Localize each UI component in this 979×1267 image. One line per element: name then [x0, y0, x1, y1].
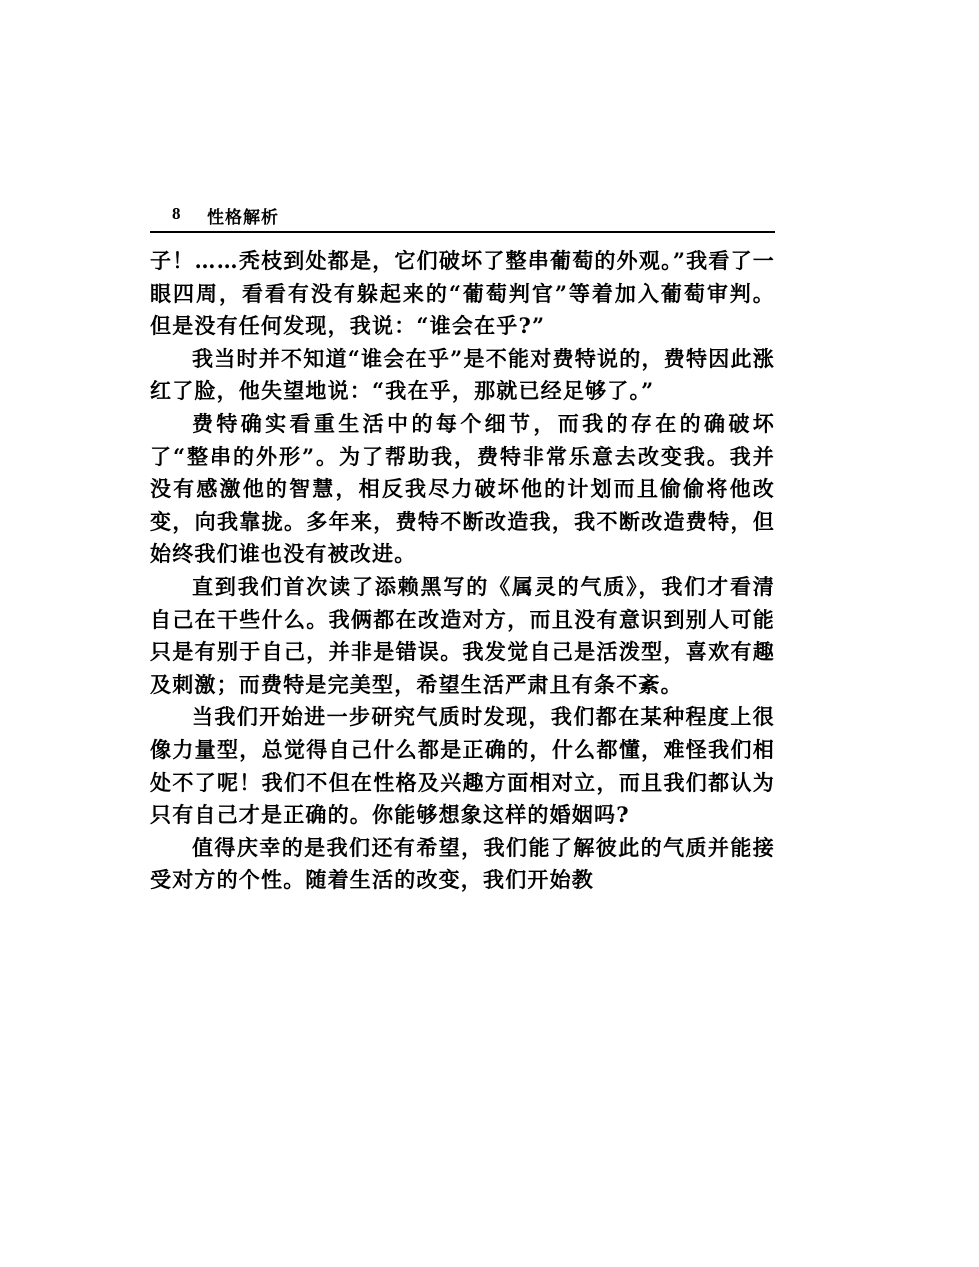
paragraph: 费特确实看重生活中的每个细节，而我的存在的确破坏了“整串的外形”。为了帮助我，费特非常乐意去改变我。我并没有感激他的智慧，相反我尽力破坏他的计划而且偷偷将他改变，向我靠拢。多年来，费特不断改造我，我不断改造费特，但始终我们谁也没有被改进。 [150, 410, 775, 567]
paragraph: 值得庆幸的是我们还有希望，我们能了解彼此的气质并能接受对方的个性。随着生活的改变，我们开始教 [150, 834, 775, 893]
paragraph: 当我们开始进一步研究气质时发现，我们都在某种程度上很像力量型，总觉得自己什么都是正确的，什么都懂，难怪我们相处不了呢！我们不但在性格及兴趣方面相对立，而且我们都认为只有自己才是正确的。你能够想象这样的婚姻吗? [150, 704, 775, 828]
paragraph: 直到我们首次读了添赖黑写的《属灵的气质》，我们才看清自己在干些什么。我俩都在改造对方，而且没有意识到别人可能只是有别于自己，并非是错误。我发觉自己是活泼型，喜欢有趣及刺激；而费特是完美型，希望生活严肃且有条不紊。 [150, 573, 775, 697]
page-header [150, 199, 775, 233]
running-title: 性格解析 [207, 208, 279, 228]
page-number: 8 [172, 204, 181, 223]
paragraph: 我当时并不知道“谁会在乎”是不能对费特说的，费特因此涨红了脸，他失望地说：“我在乎，那就已经足够了。” [150, 345, 775, 404]
body-text [150, 245, 775, 897]
paragraph-continued: 子！……秃枝到处都是，它们破坏了整串葡萄的外观。”我看了一眼四周，看看有没有躲起来的“葡萄判官”等着加入葡萄审判。但是没有任何发现，我说：“谁会在乎?” [150, 248, 775, 339]
